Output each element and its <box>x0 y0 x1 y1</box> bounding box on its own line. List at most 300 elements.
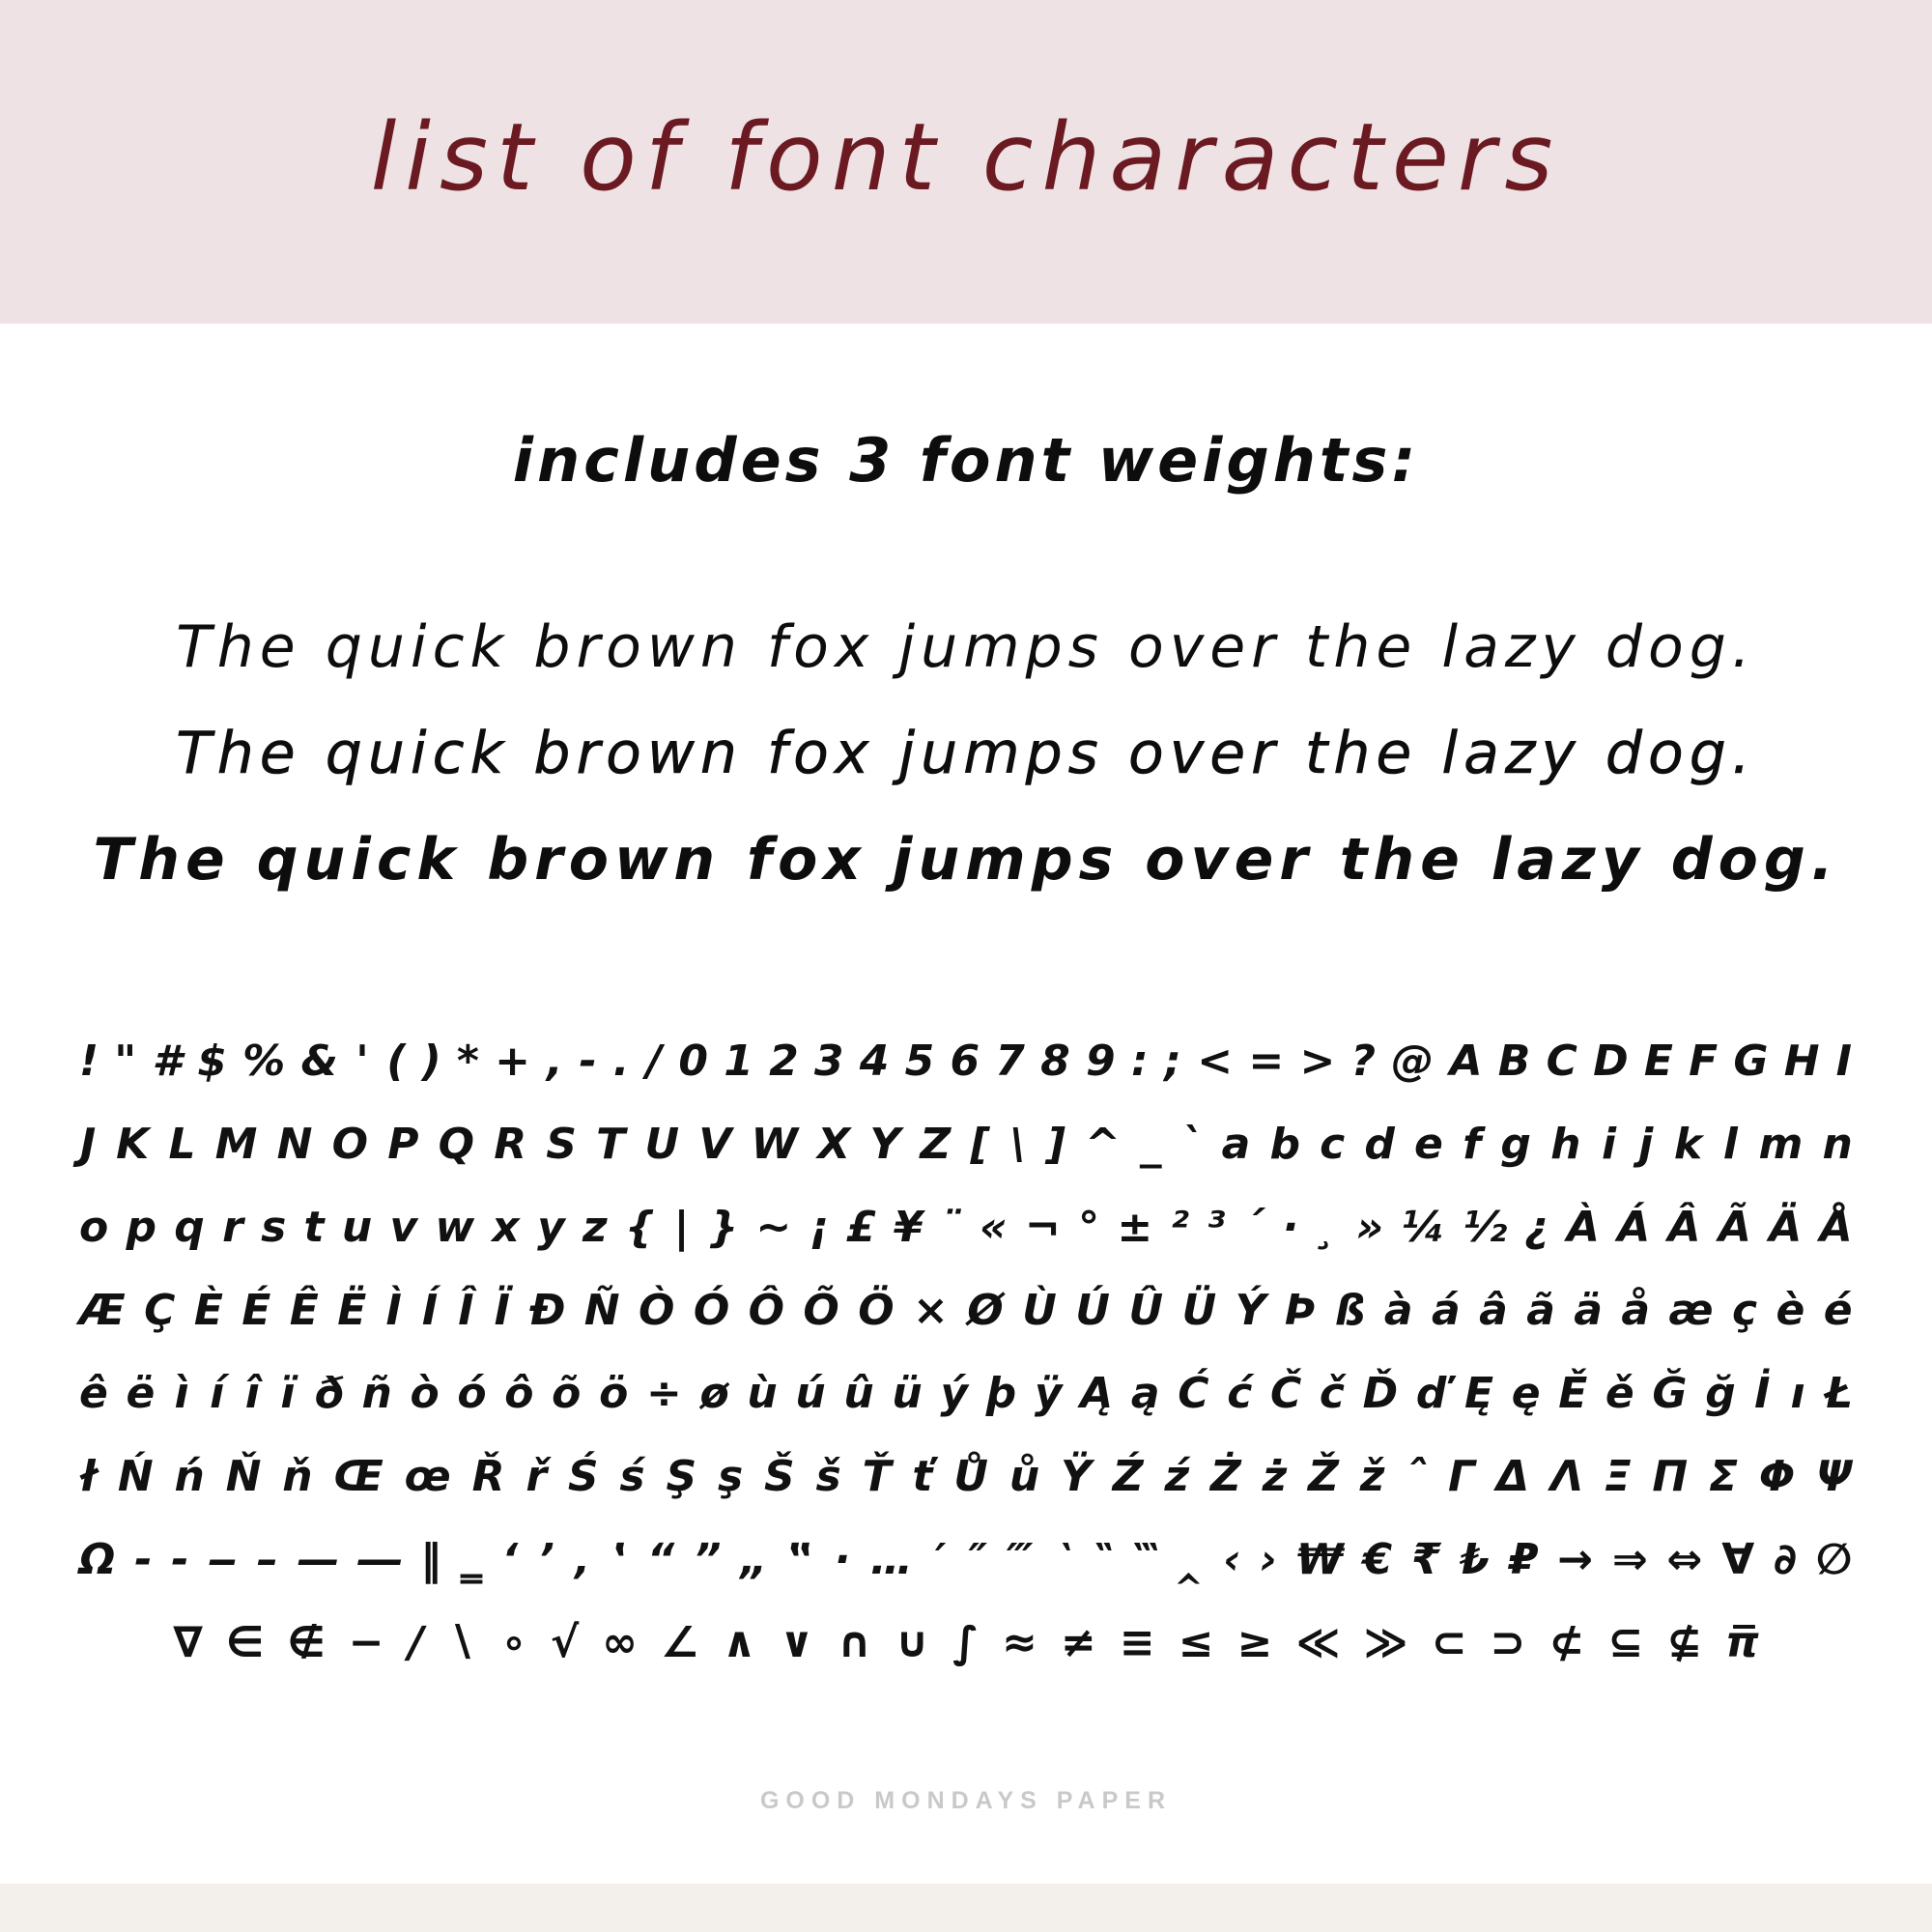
glyph: Π <box>1652 1451 1689 1501</box>
glyph: B <box>1497 1036 1531 1086</box>
glyph: ⊂ <box>1431 1617 1467 1667</box>
glyph: ” <box>694 1534 722 1584</box>
glyph: Ş <box>666 1451 697 1501</box>
glyph-row <box>79 1019 1853 1102</box>
glyph: ! <box>79 1036 99 1086</box>
glyph: ≈ <box>1002 1617 1037 1667</box>
glyph: q <box>174 1202 205 1252</box>
glyph: [ <box>970 1119 990 1169</box>
glyph: ń <box>174 1451 205 1501</box>
glyph: k <box>1673 1119 1703 1169</box>
glyph: Γ <box>1448 1451 1476 1501</box>
glyph: ÷ <box>645 1368 682 1418</box>
glyph: ü <box>892 1368 923 1418</box>
glyph: Ź <box>1112 1451 1144 1501</box>
glyph: ť <box>912 1451 933 1501</box>
glyph: ý <box>940 1368 968 1418</box>
glyph: “ <box>646 1534 675 1584</box>
glyph: Ç <box>144 1285 176 1335</box>
glyph: Ł <box>1824 1368 1853 1418</box>
glyph: ∉ <box>287 1617 326 1667</box>
glyph: ¨ <box>940 1202 962 1252</box>
footer-band <box>0 1884 1932 1932</box>
glyph-row <box>79 1102 1853 1185</box>
glyph: Ù <box>1022 1285 1057 1335</box>
glyph: Ï <box>494 1285 510 1335</box>
font-weights-subtitle: includes 3 font weights: <box>512 425 1420 496</box>
glyph: R <box>494 1119 527 1169</box>
glyph: T <box>596 1119 626 1169</box>
glyph: ã <box>1526 1285 1555 1335</box>
glyph: ∂ <box>1774 1534 1797 1584</box>
glyph: p <box>126 1202 157 1252</box>
glyph: m <box>1758 1119 1804 1169</box>
glyph: ï <box>280 1368 296 1418</box>
glyph: S <box>546 1119 577 1169</box>
glyph: ₹ <box>1410 1534 1441 1584</box>
glyph: ― <box>358 1534 402 1584</box>
glyph: _ <box>1140 1119 1162 1169</box>
glyph: G <box>1733 1036 1769 1086</box>
glyph: ≤ <box>1178 1617 1214 1667</box>
glyph: ¼ <box>1401 1202 1445 1252</box>
glyph: š <box>815 1451 841 1501</box>
glyph: Ě <box>1558 1368 1588 1418</box>
glyph: ° <box>1078 1202 1100 1252</box>
glyph: ² <box>1170 1202 1189 1252</box>
glyph: : <box>1131 1036 1149 1086</box>
glyph: M <box>214 1119 258 1169</box>
glyph: $ <box>197 1036 227 1086</box>
glyph: o <box>79 1202 109 1252</box>
glyph: Λ <box>1549 1451 1583 1501</box>
glyph: Ó <box>693 1285 730 1335</box>
glyph: ≡ <box>1119 1617 1155 1667</box>
glyph: ₺ <box>1460 1534 1490 1584</box>
glyph: ∅ <box>1815 1534 1853 1584</box>
glyph: W <box>751 1119 799 1169</box>
glyph: Í <box>421 1285 439 1335</box>
glyph: ( <box>386 1036 407 1086</box>
glyph: ¸ <box>1317 1202 1339 1252</box>
glyph: N <box>276 1119 313 1169</box>
glyph: ‘ <box>501 1534 519 1584</box>
glyph: j <box>1638 1119 1654 1169</box>
glyph-row <box>79 1518 1853 1601</box>
glyph: 8 <box>1040 1036 1070 1086</box>
glyph: ′ <box>934 1534 947 1584</box>
glyph: s <box>261 1202 287 1252</box>
glyph: Ý <box>1235 1285 1266 1335</box>
glyph: ì <box>174 1368 189 1418</box>
glyph: ‹ <box>1223 1534 1241 1584</box>
glyph: ` <box>1180 1119 1203 1169</box>
glyph: - <box>579 1036 597 1086</box>
character-set-grid <box>79 1019 1853 1684</box>
glyph: ø <box>699 1368 729 1418</box>
glyph: Ü <box>1181 1285 1217 1335</box>
glyph: π̅ <box>1724 1617 1759 1667</box>
glyph: Ã <box>1718 1202 1751 1252</box>
glyph: ê <box>79 1368 108 1418</box>
glyph: Q <box>438 1119 475 1169</box>
glyph: Õ <box>803 1285 839 1335</box>
glyph: - <box>134 1534 153 1584</box>
glyph: ∘ <box>500 1617 527 1667</box>
glyph: d <box>1364 1119 1395 1169</box>
glyph: f <box>1463 1119 1482 1169</box>
glyph-row <box>79 1601 1853 1684</box>
glyph: ' <box>355 1036 369 1086</box>
glyph: ě <box>1605 1368 1634 1418</box>
glyph: U <box>644 1119 680 1169</box>
glyph: ⊈ <box>1666 1617 1702 1667</box>
glyph: Â <box>1667 1202 1701 1252</box>
glyph: X <box>817 1119 851 1169</box>
glyph: 2 <box>769 1036 799 1086</box>
glyph: È <box>193 1285 223 1335</box>
glyph: Φ <box>1758 1451 1796 1501</box>
glyph: ‗ <box>460 1534 482 1584</box>
glyph: ł <box>79 1451 97 1501</box>
glyph: ½ <box>1463 1202 1507 1252</box>
glyph: g <box>1500 1119 1531 1169</box>
glyph: ⇔ <box>1666 1534 1703 1584</box>
glyph: ¡ <box>809 1202 829 1252</box>
glyph: ö <box>599 1368 629 1418</box>
glyph: e <box>1414 1119 1443 1169</box>
glyph: Ñ <box>583 1285 620 1335</box>
glyph: Ś <box>567 1451 599 1501</box>
glyph: H <box>1783 1036 1820 1086</box>
glyph: ć <box>1227 1368 1253 1418</box>
glyph: c <box>1320 1119 1346 1169</box>
glyph-row <box>79 1435 1853 1518</box>
glyph: … <box>869 1534 913 1584</box>
glyph: ∪ <box>895 1617 930 1667</box>
glyph: Ą <box>1080 1368 1114 1418</box>
glyph: ú <box>795 1368 826 1418</box>
glyph: ğ <box>1705 1368 1736 1418</box>
glyph: y <box>537 1202 565 1252</box>
glyph: ) <box>421 1036 441 1086</box>
glyph: — <box>297 1534 340 1584</box>
glyph: ô <box>504 1368 534 1418</box>
glyph: # <box>152 1036 183 1086</box>
glyph: â <box>1479 1285 1508 1335</box>
glyph: Ň <box>225 1451 262 1501</box>
glyph: Ô <box>748 1285 785 1335</box>
glyph: ş <box>717 1451 744 1501</box>
glyph: ¥ <box>893 1202 923 1252</box>
glyph: Ż <box>1209 1451 1241 1501</box>
glyph: ‸ <box>1173 1534 1205 1584</box>
glyph: ë <box>126 1368 156 1418</box>
glyph-row <box>79 1185 1853 1268</box>
glyph: É <box>242 1285 271 1335</box>
glyph: č <box>1319 1368 1345 1418</box>
glyph: ‴ <box>1006 1534 1034 1584</box>
glyph: Ä <box>1769 1202 1803 1252</box>
glyph: Á <box>1617 1202 1651 1252</box>
glyph: / <box>646 1036 663 1086</box>
glyph: ò <box>410 1368 440 1418</box>
glyph: á <box>1432 1285 1461 1335</box>
glyph: ż <box>1262 1451 1288 1501</box>
glyph: → <box>1557 1534 1594 1584</box>
glyph: Ð <box>529 1285 566 1335</box>
glyph: t <box>303 1202 325 1252</box>
glyph: ~ <box>755 1202 792 1252</box>
glyph: Y <box>869 1119 901 1169</box>
glyph: @ <box>1391 1036 1435 1086</box>
glyph: 3 <box>813 1036 844 1086</box>
glyph: ∧ <box>722 1617 757 1667</box>
glyph: õ <box>552 1368 582 1418</box>
glyph: ∀ <box>1721 1534 1755 1584</box>
glyph-row <box>79 1268 1853 1351</box>
glyph: ñ <box>361 1368 392 1418</box>
glyph: ç <box>1731 1285 1758 1335</box>
glyph: Δ <box>1495 1451 1529 1501</box>
glyph: Å <box>1819 1202 1853 1252</box>
glyph: J <box>79 1119 97 1169</box>
glyph: à <box>1383 1285 1413 1335</box>
glyph: Œ <box>333 1451 384 1501</box>
glyph: b <box>1269 1119 1300 1169</box>
glyph: A <box>1449 1036 1483 1086</box>
glyph: , <box>546 1036 563 1086</box>
glyph: > <box>1299 1036 1336 1086</box>
glyph: I <box>1835 1036 1852 1086</box>
glyph: ∈ <box>225 1617 265 1667</box>
glyph: Z <box>920 1119 952 1169</box>
glyph: { <box>624 1202 656 1252</box>
glyph: ‶ <box>1089 1534 1108 1584</box>
glyph: L <box>168 1119 196 1169</box>
glyph: ‟ <box>786 1534 815 1584</box>
glyph: O <box>331 1119 369 1169</box>
glyph: C <box>1546 1036 1577 1086</box>
glyph: ∇ <box>173 1617 203 1667</box>
glyph: ⊃ <box>1490 1617 1526 1667</box>
glyph: ≫ <box>1363 1617 1408 1667</box>
glyph: D <box>1593 1036 1629 1086</box>
page-title: list of font characters <box>370 103 1562 212</box>
glyph: Ů <box>953 1451 989 1501</box>
glyph: V <box>698 1119 732 1169</box>
glyph: √ <box>550 1617 580 1667</box>
glyph: * <box>456 1036 479 1086</box>
glyph: Ÿ <box>1061 1451 1092 1501</box>
glyph: 1 <box>724 1036 753 1086</box>
glyph: › <box>1260 1534 1278 1584</box>
glyph: · <box>834 1534 851 1584</box>
glyph: u <box>341 1202 373 1252</box>
glyph: 0 <box>678 1036 709 1086</box>
glyph: ⊆ <box>1607 1617 1644 1667</box>
glyph: P <box>387 1119 419 1169</box>
glyph: ÿ <box>1034 1368 1063 1418</box>
glyph: ‵ <box>1055 1534 1067 1584</box>
glyph: + <box>495 1036 531 1086</box>
glyph: · <box>1282 1202 1299 1252</box>
glyph: æ <box>1668 1285 1714 1335</box>
glyph: ∫ <box>952 1617 980 1667</box>
glyph: l <box>1722 1119 1738 1169</box>
glyph: å <box>1621 1285 1651 1335</box>
glyph: \ <box>1009 1119 1026 1169</box>
glyph: İ <box>1754 1368 1771 1418</box>
glyph: ž <box>1359 1451 1385 1501</box>
glyph: Ř <box>471 1451 505 1501</box>
glyph: Ť <box>862 1451 892 1501</box>
glyph: = <box>1248 1036 1285 1086</box>
glyph: ď <box>1415 1368 1447 1418</box>
glyph: Ø <box>967 1285 1004 1335</box>
glyph: r <box>222 1202 243 1252</box>
glyph: ó <box>457 1368 487 1418</box>
glyph: ‛ <box>611 1534 628 1584</box>
glyph: i <box>1602 1119 1617 1169</box>
glyph: Ì <box>385 1285 402 1335</box>
glyph: ą <box>1130 1368 1160 1418</box>
glyph: Ψ <box>1816 1451 1853 1501</box>
glyph: – <box>256 1534 278 1584</box>
glyph: Č <box>1269 1368 1302 1418</box>
glyph: ř <box>526 1451 548 1501</box>
glyph: « <box>980 1202 1008 1252</box>
glyph: 9 <box>1085 1036 1116 1086</box>
glyph: ‒ <box>208 1534 238 1584</box>
glyph: } <box>707 1202 739 1252</box>
glyph: z <box>582 1202 608 1252</box>
glyph: £ <box>845 1202 876 1252</box>
glyph: Ę <box>1463 1368 1494 1418</box>
glyph: h <box>1550 1119 1581 1169</box>
glyph: ∨ <box>780 1617 814 1667</box>
glyph: ę <box>1511 1368 1541 1418</box>
glyph: Ž <box>1308 1451 1339 1501</box>
glyph: À <box>1566 1202 1600 1252</box>
glyph: ß <box>1334 1285 1366 1335</box>
glyph: Ú <box>1075 1285 1110 1335</box>
glyph: n <box>1822 1119 1853 1169</box>
glyph: w <box>435 1202 475 1252</box>
glyph: ; <box>1164 1036 1181 1086</box>
brand-footer-text: GOOD MONDAYS PAPER <box>759 1787 1173 1814</box>
glyph: a <box>1221 1119 1251 1169</box>
glyph: é <box>1823 1285 1853 1335</box>
glyph: Æ <box>79 1285 126 1335</box>
glyph: ∠ <box>660 1617 699 1667</box>
glyph: è <box>1776 1285 1805 1335</box>
glyph: Ď <box>1362 1368 1399 1418</box>
glyph: 5 <box>904 1036 935 1086</box>
pangram-regular-weight: The quick brown fox jumps over the lazy dog. <box>176 720 1756 787</box>
glyph: ³ <box>1207 1202 1226 1252</box>
glyph: x <box>492 1202 520 1252</box>
glyph: " <box>114 1036 137 1086</box>
glyph: × <box>913 1285 949 1335</box>
glyph: . <box>612 1036 630 1086</box>
glyph: ≪ <box>1295 1617 1341 1667</box>
glyph: ś <box>619 1451 645 1501</box>
glyph: ź <box>1164 1451 1190 1501</box>
glyph: ∩ <box>837 1617 872 1667</box>
glyph: v <box>389 1202 418 1252</box>
glyph: » <box>1355 1202 1384 1252</box>
glyph: Þ <box>1284 1285 1317 1335</box>
glyph: „ <box>740 1534 768 1584</box>
glyph: ≥ <box>1236 1617 1273 1667</box>
glyph: í <box>210 1368 225 1418</box>
glyph: < <box>1197 1036 1234 1086</box>
glyph: Ö <box>858 1285 895 1335</box>
glyph: Û <box>1128 1285 1164 1335</box>
glyph: Ξ <box>1604 1451 1632 1501</box>
glyph: ù <box>747 1368 778 1418</box>
glyph: Ò <box>639 1285 675 1335</box>
glyph: % <box>242 1036 286 1086</box>
glyph: ‚ <box>574 1534 591 1584</box>
glyph: ∕ <box>408 1617 424 1667</box>
glyph: ⇒ <box>1611 1534 1648 1584</box>
glyph: ı <box>1790 1368 1805 1418</box>
glyph: ∖ <box>447 1617 478 1667</box>
glyph: 6 <box>950 1036 980 1086</box>
glyph-row <box>79 1351 1853 1435</box>
glyph: ’ <box>538 1534 554 1584</box>
glyph: ¿ <box>1524 1202 1549 1252</box>
glyph: ≠ <box>1060 1617 1096 1667</box>
glyph: ð <box>314 1368 344 1418</box>
glyph: ? <box>1350 1036 1377 1086</box>
glyph: F <box>1689 1036 1719 1086</box>
glyph: 7 <box>995 1036 1025 1086</box>
glyph: ± <box>1117 1202 1153 1252</box>
glyph: € <box>1362 1534 1393 1584</box>
glyph: ˆ <box>1406 1451 1428 1501</box>
glyph: ‷ <box>1126 1534 1154 1584</box>
glyph: ∞ <box>602 1617 638 1667</box>
glyph: î <box>244 1368 260 1418</box>
glyph: E <box>1643 1036 1673 1086</box>
glyph: ₩ <box>1296 1534 1344 1584</box>
glyph: ‖ <box>420 1534 442 1584</box>
glyph: − <box>348 1617 384 1667</box>
glyph: ä <box>1574 1285 1603 1335</box>
glyph: & <box>300 1036 338 1086</box>
glyph: ] <box>1045 1119 1065 1169</box>
glyph: ´ <box>1242 1202 1264 1252</box>
glyph: | <box>673 1202 690 1252</box>
glyph: ⊄ <box>1548 1617 1585 1667</box>
glyph: K <box>116 1119 150 1169</box>
glyph: ů <box>1009 1451 1040 1501</box>
glyph: - <box>171 1534 189 1584</box>
glyph: Ğ <box>1652 1368 1688 1418</box>
glyph: Σ <box>1709 1451 1739 1501</box>
glyph: ₽ <box>1508 1534 1539 1584</box>
glyph: ″ <box>968 1534 988 1584</box>
glyph: Š <box>764 1451 795 1501</box>
glyph: Î <box>458 1285 474 1335</box>
glyph: Ć <box>1178 1368 1209 1418</box>
pangram-light-weight: The quick brown fox jumps over the lazy dog. <box>176 613 1756 681</box>
glyph: Ê <box>289 1285 319 1335</box>
glyph: ¬ <box>1024 1202 1061 1252</box>
